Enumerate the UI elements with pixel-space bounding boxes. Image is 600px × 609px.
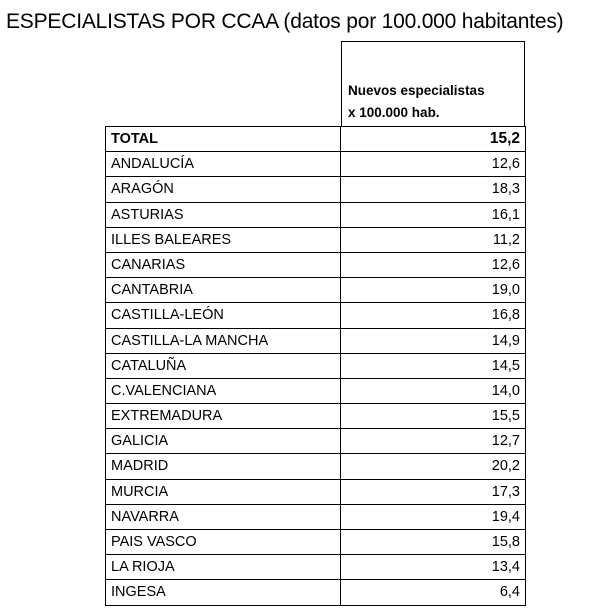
row-value: 14,0 [341,379,526,404]
table-row [105,505,526,530]
row-label: CASTILLA-LEÓN [105,303,341,328]
row-value: 20,2 [341,454,526,479]
table-row [105,454,526,479]
table-row [105,480,526,505]
table-row [105,278,526,303]
row-value: 12,7 [341,429,526,454]
row-label: MADRID [105,454,341,479]
row-label: MURCIA [105,480,341,505]
row-value: 17,3 [341,480,526,505]
table-row [105,580,526,605]
row-value: 14,5 [341,354,526,379]
row-value: 13,4 [341,555,526,580]
table-row [105,404,526,429]
table-row [105,530,526,555]
row-value: 19,4 [341,505,526,530]
row-label: PAIS VASCO [105,530,341,555]
row-value: 18,3 [341,177,526,202]
row-value: 14,9 [341,329,526,354]
table-row-total [105,127,526,152]
row-label: C.VALENCIANA [105,379,341,404]
row-value: 12,6 [341,253,526,278]
data-table [105,41,526,606]
column-header-line-2: x 100.000 hab. [348,105,440,120]
table-row [105,429,526,454]
row-label: EXTREMADURA [105,404,341,429]
row-value: 12,6 [341,152,526,177]
row-label: GALICIA [105,429,341,454]
row-label: ILLES BALEARES [105,228,341,253]
column-header [348,80,485,124]
row-value: 15,8 [341,530,526,555]
row-label: CASTILLA-LA MANCHA [105,329,341,354]
column-header-line-1: Nuevos especialistas [348,83,485,98]
table-row [105,152,526,177]
row-value: 19,0 [341,278,526,303]
row-value: 11,2 [341,228,526,253]
row-label: ASTURIAS [105,203,341,228]
row-value: 16,1 [341,203,526,228]
table-row [105,203,526,228]
row-label: CATALUÑA [105,354,341,379]
table-row [105,253,526,278]
row-value: 15,2 [341,127,526,152]
row-label: ANDALUCÍA [105,152,341,177]
row-value: 6,4 [341,580,526,605]
table-body [105,126,526,606]
row-label: ARAGÓN [105,177,341,202]
table-row [105,177,526,202]
row-label: NAVARRA [105,505,341,530]
table-row [105,555,526,580]
chart-title: ESPECIALISTAS POR CCAA (datos por 100.000 habitantes) [6,10,564,33]
table-row [105,354,526,379]
row-value: 15,5 [341,404,526,429]
header-blank-cell [105,41,341,126]
table-header-row [105,41,526,126]
table-row [105,329,526,354]
table-row [105,303,526,328]
row-label: TOTAL [105,127,341,152]
row-label: LA RIOJA [105,555,341,580]
row-label: CANARIAS [105,253,341,278]
row-value: 16,8 [341,303,526,328]
column-header-cell [341,41,525,126]
table-row [105,228,526,253]
table-row [105,379,526,404]
row-label: INGESA [105,580,341,605]
row-label: CANTABRIA [105,278,341,303]
